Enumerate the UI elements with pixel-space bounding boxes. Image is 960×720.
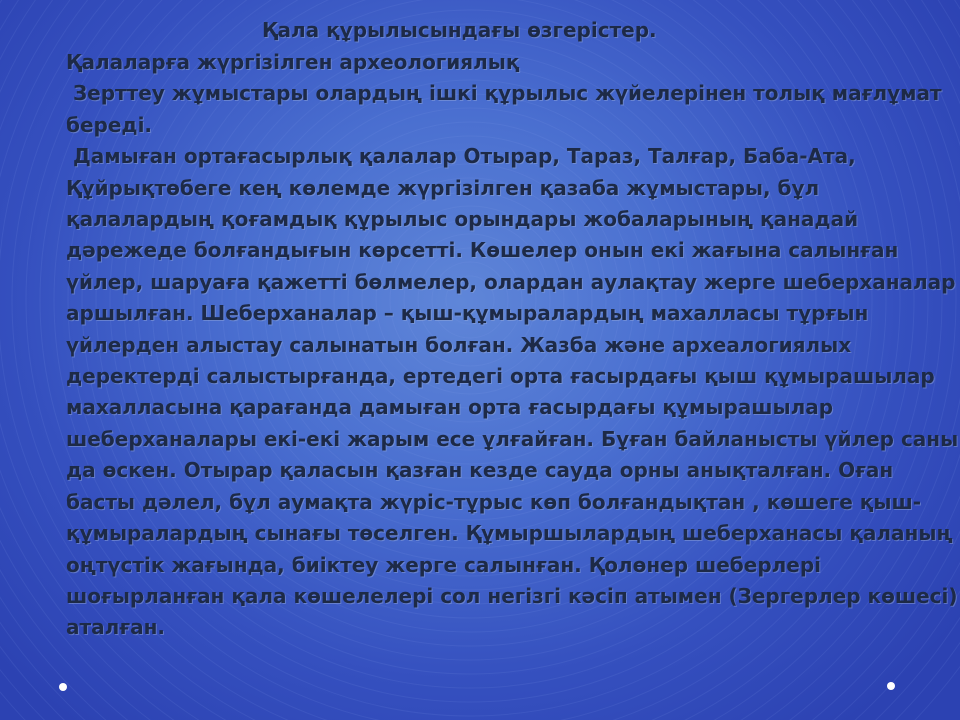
body-line: Қалаларға жүргізілген археологиялық	[66, 50, 520, 74]
body-line: үйлер, шаруаға қажетті бөлмелер, олардан аулақтау жерге шеберханалар	[66, 269, 956, 294]
body-line: береді.	[66, 112, 153, 137]
body-line: Зерттеу жұмыстары олардың ішкі құрылыс жүйелерінен толық мағлұмат	[66, 81, 942, 106]
body-line: шоғырланған қала көшелелері сол негізгі кәсіп атымен (Зергерлер көшесі)	[66, 583, 958, 608]
bullet-dot-right	[887, 682, 895, 690]
body-line: Дамыған ортағасырлық қалалар Отырар, Тараз, Талғар, Баба-Ата,	[66, 144, 856, 169]
body-line: аршылған. Шеберханалар – қыш-құмыралардың махалласы тұрғын	[66, 301, 869, 326]
body-line: басты дәлел, бұл аумақта жүріс-тұрыс көп болғандықтан , көшеге қыш-	[66, 489, 921, 514]
body-line: Құйрықтөбеге кең көлемде жүргізілген қазаба жұмыстары, бұл	[66, 175, 820, 200]
bullet-dot-left	[59, 683, 67, 691]
slide-body	[66, 47, 959, 644]
body-line: дәрежеде болғандығын көрсетті. Көшелер онын екі жағына салынған	[66, 238, 899, 263]
slide-title: Қала құрылысындағы өзгерістер.	[262, 18, 657, 42]
body-line: үйлерден алыстау салынатын болған. Жазба және археалогиялых	[66, 332, 852, 357]
body-line: қалалардың қоғамдық құрылыс орындары жобаларының қанадай	[66, 207, 859, 232]
body-line: шеберханалары екі-екі жарым есе ұлғайған. Бұған байланысты үйлер саны	[66, 426, 959, 451]
body-line: деректерді салыстырғанда, ертедегі орта ғасырдағы қыш құмырашылар	[66, 364, 935, 389]
body-line: аталған.	[66, 615, 166, 640]
body-line: оңтүстік жағында, биіктеу жерге салынған. Қолөнер шеберлері	[66, 552, 822, 577]
body-line: да өскен. Отырар қаласын қазған кезде сауда орны анықталған. Оған	[66, 458, 894, 483]
body-line: құмыралардың сынағы төселген. Құмыршылардың шеберханасы қаланың	[66, 521, 953, 546]
body-line: махалласына қарағанда дамыған орта ғасырдағы құмырашылар	[66, 395, 834, 420]
